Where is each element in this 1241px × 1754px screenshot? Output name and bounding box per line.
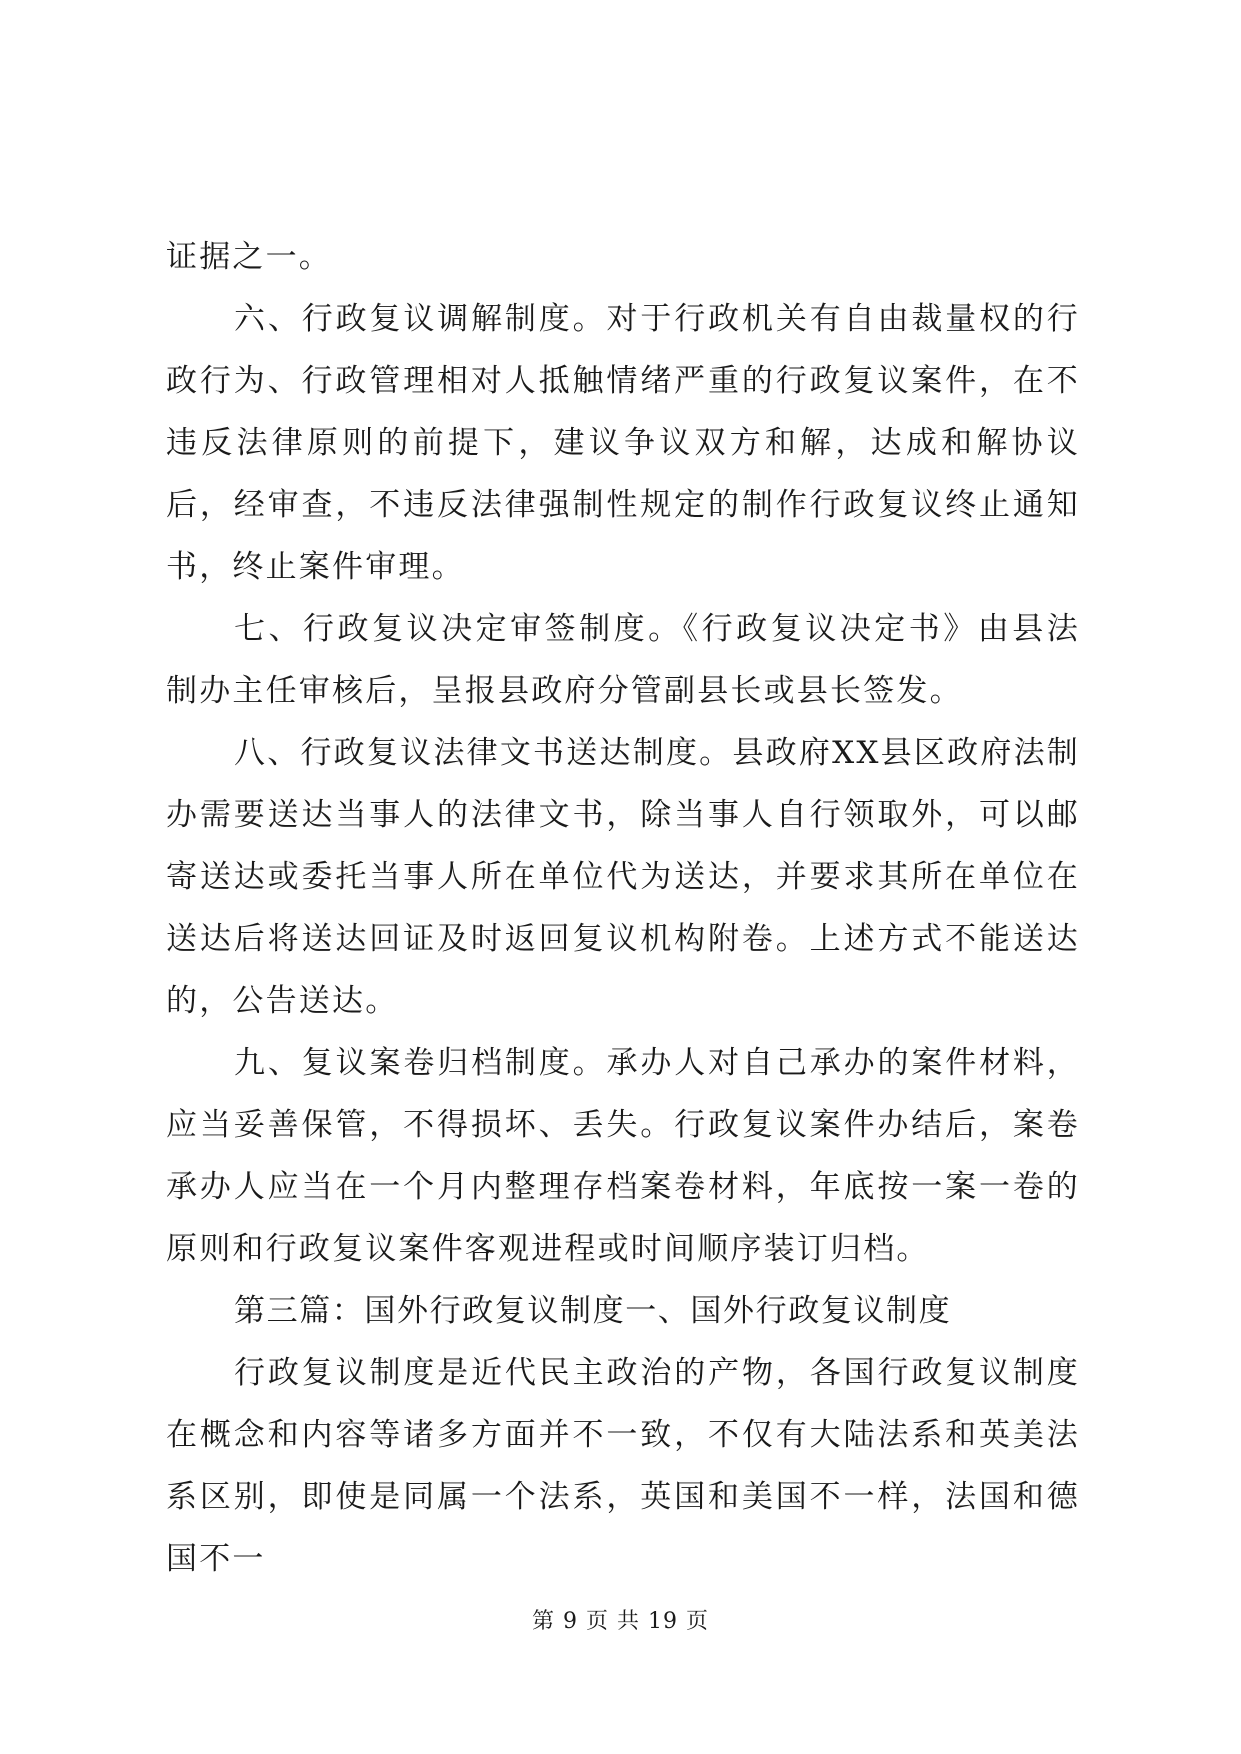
paragraph-archiving-system: 九、复议案卷归档制度。承办人对自己承办的案件材料，应当妥善保管，不得损坏、丢失。行政复议案件办结后，案卷承办人应当在一个月内整理存档案卷材料，年底按一案一卷的原则和行政复议案件客观进程或时间顺序装订归档。 bbox=[166, 1045, 1080, 1267]
paragraph-foreign-review-intro: 行政复议制度是近代民主政治的产物，各国行政复议制度在概念和内容等诸多方面并不一致，不仅有大陆法系和英美法系区别，即使是同属一个法系，英国和美国不一样，法国和德国不一 bbox=[166, 1355, 1080, 1577]
page-number-footer: 第 9 页 共 19 页 bbox=[532, 1609, 709, 1634]
document-body bbox=[166, 226, 1080, 1590]
paragraph-document-delivery-system: 八、行政复议法律文书送达制度。县政府XX县区政府法制办需要送达当事人的法律文书，除当事人自行领取外，可以邮寄送达或委托当事人所在单位代为送达，并要求其所在单位在送达后将送达回证及时返回复议机构附卷。上述方式不能送达的，公告送达。 bbox=[166, 735, 1080, 1019]
paragraph-continuation: 证据之一。 bbox=[166, 239, 332, 275]
section-heading: 第三篇：国外行政复议制度一、国外行政复议制度 bbox=[234, 1293, 952, 1329]
paragraph-mediation-system: 六、行政复议调解制度。对于行政机关有自由裁量权的行政行为、行政管理相对人抵触情绪严重的行政复议案件，在不违反法律原则的前提下，建议争议双方和解，达成和解协议后，经审查，不违反法律强制性规定的制作行政复议终止通知书，终止案件审理。 bbox=[166, 301, 1080, 585]
paragraph-decision-signing-system: 七、行政复议决定审签制度。《行政复议决定书》由县法制办主任审核后，呈报县政府分管副县长或县长签发。 bbox=[166, 611, 1080, 709]
